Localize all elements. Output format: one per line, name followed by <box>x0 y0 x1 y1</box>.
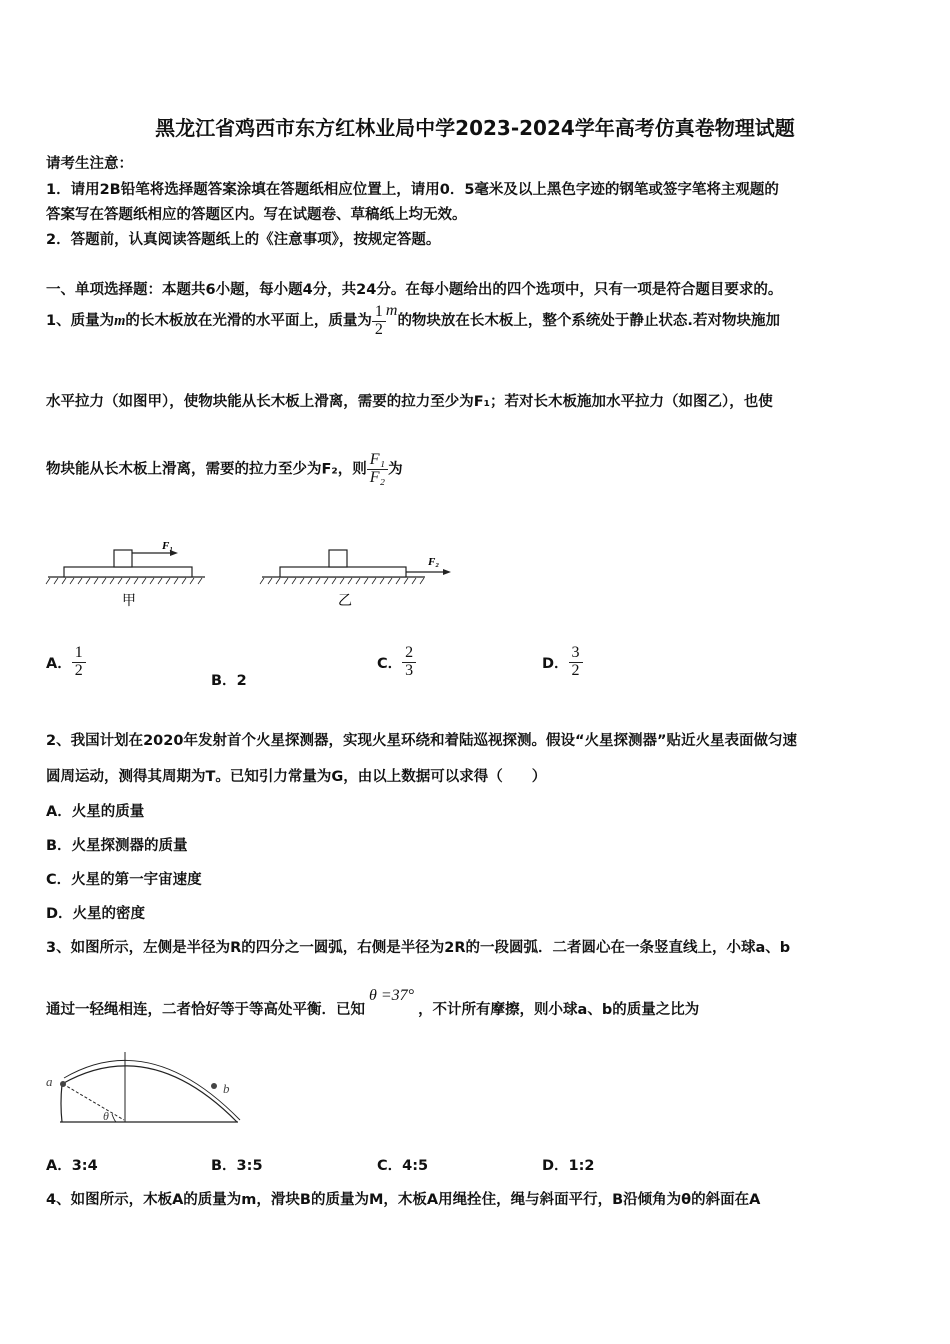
q3-text-a: 通过一轻绳相连，二者恰好等于等高处平衡．已知 <box>46 1002 365 1018</box>
q1-text-b: 的长木板放在光滑的水平面上，质量为 <box>125 313 372 329</box>
q2-option-b[interactable]: B．火星探测器的质量 <box>46 838 188 854</box>
q2-line-2: 圆周运动，测得其周期为T。已知引力常量为G，由以上数据可以求得（ ） <box>46 769 547 785</box>
notice-heading: 请考生注意： <box>46 156 133 172</box>
q1-option-d[interactable] <box>542 645 583 680</box>
q2-option-a[interactable]: A．火星的质量 <box>46 804 145 820</box>
figure-right-label: 乙 <box>338 594 352 609</box>
q1-option-d-num: 3 <box>571 644 580 661</box>
q1-half-fraction <box>372 304 386 339</box>
q3-option-d[interactable]: D．1:2 <box>542 1158 595 1174</box>
q1-option-b-text: 2 <box>236 673 247 689</box>
q1-line-3 <box>46 452 403 487</box>
q4-line-1: 4、如图所示，木板A的质量为m，滑块B的质量为M，木板A用绳拴住，绳与斜面平行，B沿倾角为θ的斜面在A <box>46 1192 761 1208</box>
figure-left-jia <box>46 540 205 609</box>
q2-option-c[interactable]: C．火星的第一宇宙速度 <box>46 872 202 888</box>
q1-text-c: 的物块放在长木板上，整个系统处于静止状态.若对物块施加 <box>397 313 780 329</box>
q1-option-c-num: 2 <box>405 644 414 661</box>
q3-theta-label: θ <box>103 1109 109 1123</box>
q1-option-a-num: 1 <box>74 644 83 661</box>
q2-line-1: 2、我国计划在2020年发射首个火星探测器，实现火星环绕和着陆巡视探测。假设“火星探测器”贴近火星表面做匀速 <box>46 733 798 749</box>
q1-half-den: 2 <box>372 321 386 339</box>
q1-half-m: m <box>385 302 398 319</box>
q1-text-d: 物块能从长木板上滑离，需要的拉力至少为F₂，则 <box>46 461 367 478</box>
q3-line-1: 3、如图所示，左侧是半径为R的四分之一圆弧，右侧是半径为2R的一段圆弧．二者圆心在一条竖直线上，小球a、b <box>46 940 791 956</box>
notice-line-1b: 答案写在答题纸相应的答题区内。写在试题卷、草稿纸上均无效。 <box>46 207 467 223</box>
q3-ball-b-label: b <box>223 1081 230 1096</box>
section-heading: 一、单项选择题：本题共6小题，每小题4分，共24分。在每小题给出的四个选项中，只有一项是符合题目要求的。 <box>46 282 783 298</box>
q3-ball-a-label: a <box>46 1074 53 1089</box>
figure-left-label: 甲 <box>122 594 136 609</box>
q1-option-d-letter: D． <box>542 655 569 672</box>
q1-figure <box>40 535 460 610</box>
q1-text-a: 1、质量为 <box>46 313 115 329</box>
q1-option-c-den: 3 <box>402 662 416 680</box>
figure-f1-label: F₁ <box>162 540 174 552</box>
q3-line-2 <box>46 987 700 1019</box>
q1-ratio-fraction <box>367 452 388 487</box>
q1-option-d-den: 2 <box>569 662 583 680</box>
q1-option-c-letter: C． <box>377 655 403 672</box>
q3-option-c[interactable]: C．4:5 <box>377 1158 429 1174</box>
q1-option-c-fraction <box>402 645 416 680</box>
q1-mass-m: m <box>114 313 126 329</box>
figure-f2-label: F₂ <box>428 556 440 568</box>
q1-option-b-letter: B． <box>211 673 237 689</box>
q1-ratio-den: F₂ <box>367 469 388 487</box>
q1-option-b[interactable] <box>211 669 247 690</box>
q3-figure <box>40 1040 250 1130</box>
q1-option-a[interactable] <box>46 645 86 680</box>
q3-option-b[interactable]: B．3:5 <box>211 1158 263 1174</box>
notice-line-1a: 1．请用2B铅笔将选择题答案涂填在答题纸相应位置上，请用0．5毫米及以上黑色字迹的钢笔或签字笔将主观题的 <box>46 182 779 198</box>
q1-option-a-den: 2 <box>72 662 86 680</box>
q2-option-d[interactable]: D．火星的密度 <box>46 906 146 922</box>
q1-option-a-letter: A． <box>46 655 72 672</box>
q1-text-e: 为 <box>388 461 403 478</box>
q1-half-num: 1 <box>374 302 383 320</box>
notice-line-2: 2．答题前，认真阅读答题纸上的《注意事项》，按规定答题。 <box>46 232 441 248</box>
q1-option-c[interactable] <box>377 645 416 680</box>
q3-text-b: ，不计所有摩擦，则小球a、b的质量之比为 <box>418 1002 700 1018</box>
q1-option-d-fraction <box>569 645 583 680</box>
page-title: 黑龙江省鸡西市东方红林业局中学2023-2024学年高考仿真卷物理试题 <box>155 116 795 140</box>
q1-option-a-fraction <box>72 645 86 680</box>
figure-right-yi <box>260 550 451 609</box>
q3-theta-value: θ =37° <box>369 987 415 1004</box>
q1-ratio-num: F₁ <box>369 451 386 468</box>
q1-line-2: 水平拉力（如图甲），使物块能从长木板上滑离，需要的拉力至少为F₁；若对长木板施加水平拉力（如图乙），也使 <box>46 394 773 410</box>
q1-line-1 <box>46 302 780 338</box>
q3-option-a[interactable]: A．3:4 <box>46 1158 98 1174</box>
